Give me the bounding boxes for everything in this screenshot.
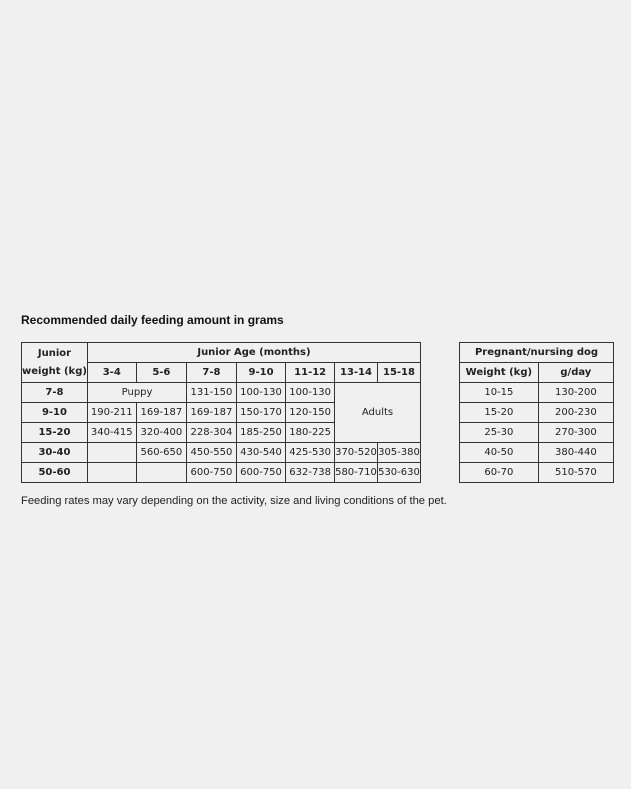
weight-header-line1: Junior xyxy=(37,347,72,359)
table-cell: 25-30 xyxy=(460,423,539,443)
table-cell xyxy=(87,463,136,483)
table-cell: 600-750 xyxy=(187,463,237,483)
footnote: Feeding rates may vary depending on the activity, size and living conditions of the pet. xyxy=(21,495,447,507)
age-column-header: 5-6 xyxy=(136,363,187,383)
pregnant-table-title: Pregnant/nursing dog xyxy=(460,343,614,363)
table-cell: 130-200 xyxy=(538,383,613,403)
table-cell: 270-300 xyxy=(538,423,613,443)
table-cell: 185-250 xyxy=(236,423,286,443)
weight-column-header: Weight (kg) xyxy=(460,363,539,383)
table-cell: 320-400 xyxy=(136,423,187,443)
table-cell: 100-130 xyxy=(236,383,286,403)
table-cell: 180-225 xyxy=(286,423,335,443)
table-row xyxy=(22,443,421,463)
table-header-row xyxy=(22,343,421,363)
weight-cell: 30-40 xyxy=(22,443,88,463)
age-column-header: 11-12 xyxy=(286,363,335,383)
table-cell xyxy=(136,463,187,483)
table-cell: 600-750 xyxy=(236,463,286,483)
table-header-row xyxy=(460,343,614,363)
table-cell: 560-650 xyxy=(136,443,187,463)
weight-cell: 7-8 xyxy=(22,383,88,403)
table-cell: 40-50 xyxy=(460,443,539,463)
table-cell: 15-20 xyxy=(460,403,539,423)
table-cell: 10-15 xyxy=(460,383,539,403)
table-cell xyxy=(87,443,136,463)
weight-column-header xyxy=(22,343,88,383)
table-cell: 305-380 xyxy=(377,443,420,463)
page-title: Recommended daily feeding amount in grams xyxy=(21,313,284,327)
table-row xyxy=(460,403,614,423)
table-header-row xyxy=(460,363,614,383)
adults-cell: Adults xyxy=(334,383,420,443)
table-row xyxy=(22,463,421,483)
weight-header-line2: weight (kg) xyxy=(22,365,87,377)
table-row xyxy=(460,443,614,463)
weight-cell: 9-10 xyxy=(22,403,88,423)
table-cell: 370-520 xyxy=(334,443,377,463)
weight-cell: 50-60 xyxy=(22,463,88,483)
table-cell: 530-630 xyxy=(377,463,420,483)
age-column-header: 15-18 xyxy=(377,363,420,383)
table-row xyxy=(22,383,421,403)
table-row xyxy=(460,423,614,443)
table-cell: 228-304 xyxy=(187,423,237,443)
table-cell: 430-540 xyxy=(236,443,286,463)
table-cell: 510-570 xyxy=(538,463,613,483)
table-cell: 580-710 xyxy=(334,463,377,483)
table-cell: 169-187 xyxy=(136,403,187,423)
age-column-header: 3-4 xyxy=(87,363,136,383)
table-cell: 632-738 xyxy=(286,463,335,483)
puppy-cell: Puppy xyxy=(87,383,186,403)
age-column-header: 9-10 xyxy=(236,363,286,383)
table-cell: 200-230 xyxy=(538,403,613,423)
table-cell: 340-415 xyxy=(87,423,136,443)
pregnant-feeding-table xyxy=(459,342,614,483)
table-cell: 380-440 xyxy=(538,443,613,463)
table-cell: 190-211 xyxy=(87,403,136,423)
age-group-header: Junior Age (months) xyxy=(87,343,420,363)
amount-column-header: g/day xyxy=(538,363,613,383)
table-cell: 450-550 xyxy=(187,443,237,463)
junior-feeding-table xyxy=(21,342,421,483)
table-row xyxy=(460,383,614,403)
table-cell: 169-187 xyxy=(187,403,237,423)
table-cell: 425-530 xyxy=(286,443,335,463)
table-cell: 150-170 xyxy=(236,403,286,423)
age-column-header: 7-8 xyxy=(187,363,237,383)
table-cell: 100-130 xyxy=(286,383,335,403)
table-cell: 60-70 xyxy=(460,463,539,483)
table-cell: 131-150 xyxy=(187,383,237,403)
table-row xyxy=(460,463,614,483)
age-column-header: 13-14 xyxy=(334,363,377,383)
table-cell: 120-150 xyxy=(286,403,335,423)
weight-cell: 15-20 xyxy=(22,423,88,443)
